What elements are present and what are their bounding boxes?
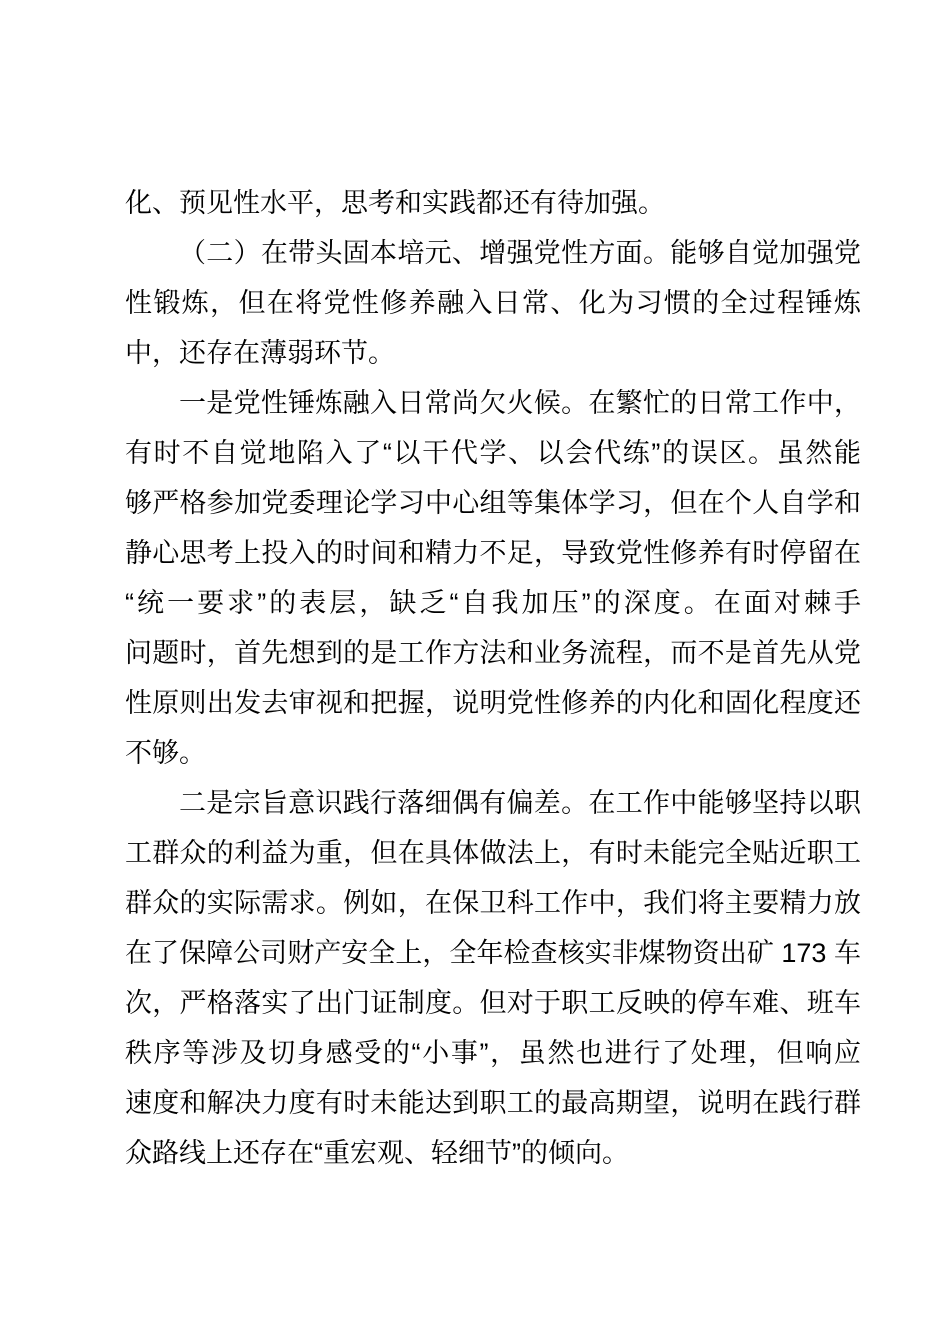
text-line: 在了保障公司财产安全上，全年检查核实非煤物资出矿 173 车: [125, 938, 861, 968]
text-line: “统一要求”的表层，缺乏“自我加压”的深度。在面对棘手: [125, 588, 861, 618]
text-line: （二）在带头固本培元、增强党性方面。能够自觉加强党: [179, 238, 861, 268]
text-line: 速度和解决力度有时未能达到职工的最高期望，说明在践行群: [125, 1088, 861, 1118]
text-line: 次，严格落实了出门证制度。但对于职工反映的停车难、班车: [125, 988, 861, 1018]
text-line: 一是党性锤炼融入日常尚欠火候。在繁忙的日常工作中，: [179, 388, 861, 418]
text-line: 静心思考上投入的时间和精力不足，导致党性修养有时停留在: [125, 538, 861, 568]
text-line: 秩序等涉及切身感受的“小事”，虽然也进行了处理，但响应: [125, 1038, 861, 1068]
text-line: 性原则出发去审视和把握，说明党性修养的内化和固化程度还: [125, 688, 861, 718]
text-line: 群众的实际需求。例如，在保卫科工作中，我们将主要精力放: [125, 888, 861, 918]
text-line: 工群众的利益为重，但在具体做法上，有时未能完全贴近职工: [125, 838, 861, 868]
text-line: 中，还存在薄弱环节。: [125, 338, 395, 368]
document-body-text: [125, 178, 861, 1178]
text-line: 够严格参加党委理论学习中心组等集体学习，但在个人自学和: [125, 488, 861, 518]
text-line: 不够。: [125, 738, 206, 768]
text-line: 化、预见性水平，思考和实践都还有待加强。: [125, 188, 665, 218]
text-line: 二是宗旨意识践行落细偶有偏差。在工作中能够坚持以职: [179, 788, 861, 818]
text-line: 众路线上还存在“重宏观、轻细节”的倾向。: [125, 1138, 629, 1168]
text-line: 有时不自觉地陷入了“以干代学、以会代练”的误区。虽然能: [125, 438, 861, 468]
text-line: 问题时，首先想到的是工作方法和业务流程，而不是首先从党: [125, 638, 861, 668]
text-line: 性锻炼，但在将党性修养融入日常、化为习惯的全过程锤炼: [125, 288, 861, 318]
